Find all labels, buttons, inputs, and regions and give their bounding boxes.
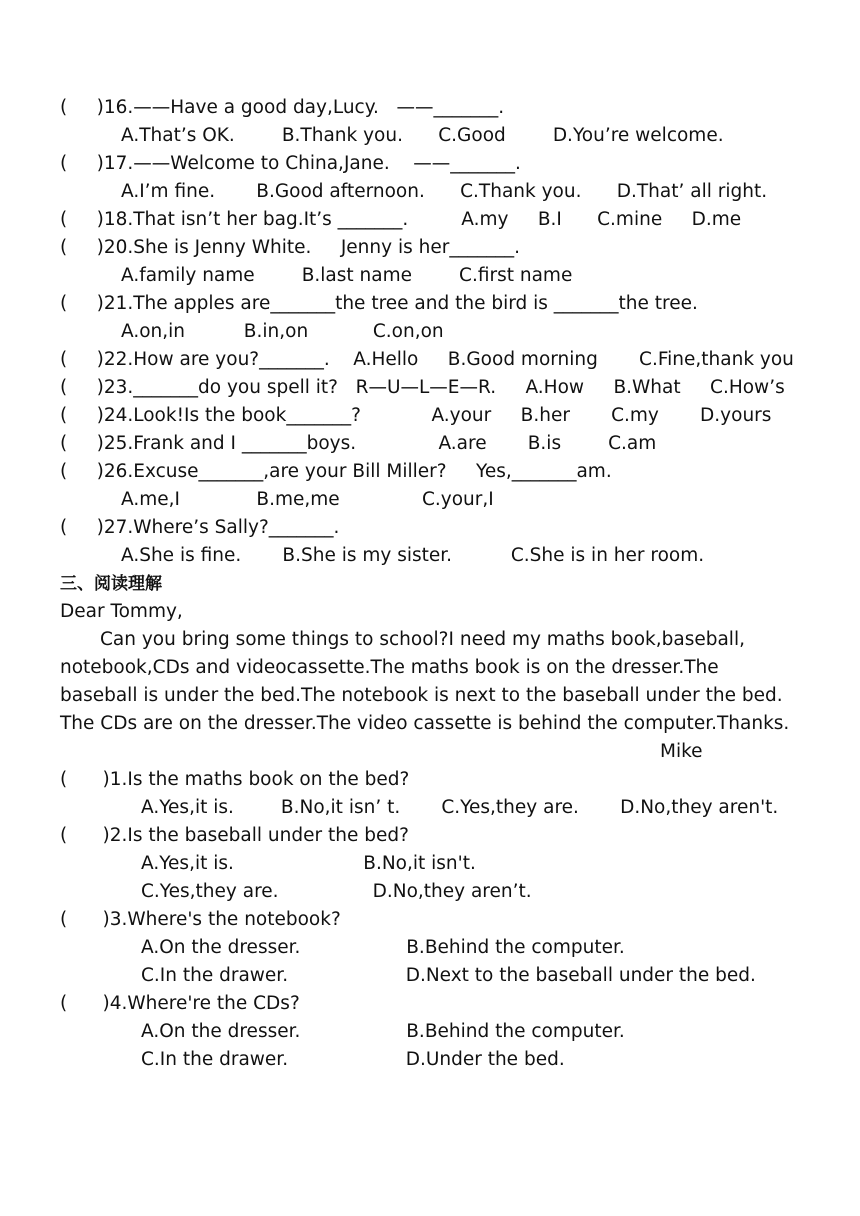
question-26-options: A.me,I B.me,me C.your,I — [121, 489, 494, 510]
question-26: ( )26.Excuse_______,are your Bill Miller? Yes,_______am. — [60, 461, 612, 482]
question-21: ( )21.The apples are_______the tree and the bird is _______the tree. — [60, 293, 698, 314]
reading-question-3-options-ab: A.On the dresser. B.Behind the computer. — [141, 937, 625, 958]
question-16-options: A.That’s OK. B.Thank you. C.Good D.You’re welcome. — [121, 125, 724, 146]
letter-body-line: notebook,CDs and videocassette.The maths book is on the dresser.The — [60, 657, 719, 678]
question-16: ( )16.——Have a good day,Lucy. ——_______. — [60, 97, 505, 118]
question-24: ( )24.Look!Is the book_______? A.your B.her C.my D.yours — [60, 405, 772, 426]
question-17-options: A.I’m fine. B.Good afternoon. C.Thank you. D.That’ all right. — [121, 181, 768, 202]
reading-question-3-options-cd: C.In the drawer. D.Next to the baseball under the bed. — [141, 965, 756, 986]
reading-question-2-options-cd: C.Yes,they are. D.No,they aren’t. — [141, 881, 532, 902]
reading-question-1: ( )1.Is the maths book on the bed? — [60, 769, 410, 790]
question-27: ( )27.Where’s Sally?_______. — [60, 517, 340, 538]
letter-greeting: Dear Tommy, — [60, 601, 183, 622]
question-17: ( )17.——Welcome to China,Jane. ——_______. — [60, 153, 521, 174]
question-25: ( )25.Frank and I _______boys. A.are B.is C.am — [60, 433, 657, 454]
letter-body-line: baseball is under the bed.The notebook is next to the baseball under the bed. — [60, 685, 783, 706]
question-23: ( )23._______do you spell it? R—U—L—E—R. A.How B.What C.How’s — [60, 377, 785, 398]
letter-body-line: The CDs are on the dresser.The video cassette is behind the computer.Thanks. — [60, 713, 790, 734]
reading-question-1-options: A.Yes,it is. B.No,it isn’ t. C.Yes,they are. D.No,they aren't. — [141, 797, 779, 818]
reading-question-4-options-ab: A.On the dresser. B.Behind the computer. — [141, 1021, 625, 1042]
question-21-options: A.on,in B.in,on C.on,on — [121, 321, 444, 342]
reading-question-3: ( )3.Where's the notebook? — [60, 909, 341, 930]
section-heading: 三、阅读理解 — [60, 574, 162, 594]
question-22: ( )22.How are you?_______. A.Hello B.Good morning C.Fine,thank you — [60, 349, 794, 370]
reading-question-4: ( )4.Where're the CDs? — [60, 993, 300, 1014]
reading-question-2: ( )2.Is the baseball under the bed? — [60, 825, 409, 846]
question-20-options: A.family name B.last name C.first name — [121, 265, 573, 286]
letter-body-line: Can you bring some things to school?I need my maths book,baseball, — [100, 629, 745, 650]
question-18: ( )18.That isn’t her bag.It’s _______. A.my B.I C.mine D.me — [60, 209, 742, 230]
question-20: ( )20.She is Jenny White. Jenny is her_______. — [60, 237, 520, 258]
letter-signature: Mike — [660, 741, 703, 762]
reading-question-4-options-cd: C.In the drawer. D.Under the bed. — [141, 1049, 565, 1070]
question-27-options: A.She is fine. B.She is my sister. C.She is in her room. — [121, 545, 705, 566]
reading-question-2-options-ab: A.Yes,it is. B.No,it isn't. — [141, 853, 476, 874]
